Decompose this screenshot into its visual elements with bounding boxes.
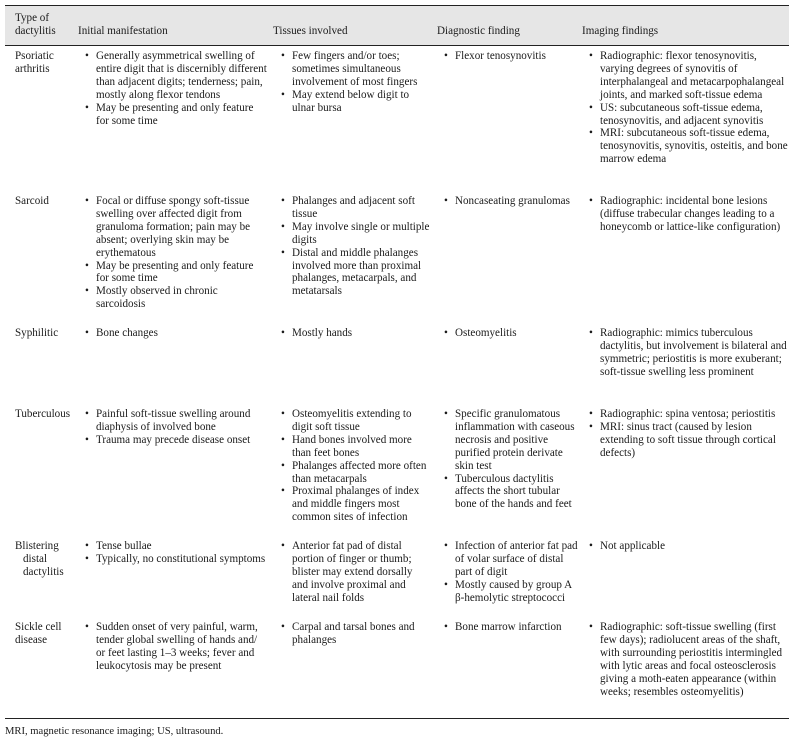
list-item xyxy=(280,408,430,434)
imaging-list xyxy=(588,195,788,234)
tissues-list xyxy=(280,50,430,115)
diagnostic-text: Infection of anterior fat pad of volar surface of distal part of digit xyxy=(455,540,578,578)
list-item xyxy=(84,260,269,286)
bullet-icon: • xyxy=(444,50,448,62)
diagnostic-text: Bone marrow infarction xyxy=(455,621,562,633)
header-type-line2: dactylitis xyxy=(15,25,56,37)
header-diagnostic: Diagnostic finding xyxy=(437,25,520,37)
tissues-text: May extend below digit to ulnar bursa xyxy=(292,88,410,114)
imaging-text: Not applicable xyxy=(600,540,665,552)
manifestation-text: Sudden onset of very painful, warm, tender global swelling of hands and/ or feet lasting 1–3 weeks; fever and leukocytosis may be present xyxy=(96,621,258,672)
manifestation-cell xyxy=(84,621,269,673)
tissues-cell xyxy=(280,195,430,298)
dactylitis-type xyxy=(15,621,62,647)
imaging-text: Radiographic: flexor tenosynovitis, varying degrees of synovitis of interphalangeal and metacarpophalangeal joints, and marked soft-tissue edema xyxy=(600,50,785,101)
diagnostic-text: Specific granulomatous inflammation with caseous necrosis and positive purified protein derivate skin test xyxy=(455,408,575,472)
bullet-icon: • xyxy=(589,420,593,433)
list-item xyxy=(84,553,269,566)
manifestation-list xyxy=(84,195,269,311)
bullet-icon: • xyxy=(444,472,448,485)
bullet-icon: • xyxy=(281,220,285,233)
tissues-text: Carpal and tarsal bones and phalanges xyxy=(292,621,415,646)
manifestation-text: Focal or diffuse spongy soft-tissue swelling over affected digit from granuloma formation; pain may be absent; overlying skin may be erythematous xyxy=(96,195,251,259)
diagnostic-text: Mostly caused by group A β-hemolytic streptococci xyxy=(455,578,572,604)
dactylitis-type-line: Sickle cell xyxy=(15,621,62,633)
bullet-icon: • xyxy=(589,101,593,114)
manifestation-text: Bone changes xyxy=(96,327,158,339)
list-item xyxy=(588,50,788,102)
diagnostic-list xyxy=(443,540,579,605)
tissues-text: Phalanges and adjacent soft tissue xyxy=(292,195,415,220)
imaging-text: Radiographic: spina ventosa; periostitis xyxy=(600,408,776,420)
list-item xyxy=(280,434,430,460)
tissues-list xyxy=(280,408,430,524)
manifestation-text: May be presenting and only feature for some time xyxy=(96,259,254,285)
imaging-text: Radiographic: incidental bone lesions (diffuse trabecular changes leading to a honeycomb or lattice-like configuration) xyxy=(600,195,781,233)
dactylitis-type xyxy=(15,195,49,208)
list-item xyxy=(588,421,788,460)
header-type xyxy=(15,12,56,38)
diagnostic-list xyxy=(443,408,579,511)
bullet-icon: • xyxy=(589,540,593,552)
imaging-list xyxy=(588,408,788,460)
manifestation-list xyxy=(84,408,269,447)
tissues-cell xyxy=(280,327,430,340)
bullet-icon: • xyxy=(281,88,285,101)
dactylitis-type-line: arthritis xyxy=(15,63,50,75)
list-item xyxy=(84,621,269,673)
diagnostic-cell xyxy=(443,408,579,511)
imaging-text: Radiographic: soft-tissue swelling (first few days); radiolucent areas of the shaft, with surrounding periostitis intermingled with lytic areas and focal osteosclerosis giving a moth-eaten appearance (within weeks; resembles osteomyelitis) xyxy=(600,621,783,698)
manifestation-text: Typically, no constitutional symptoms xyxy=(96,552,266,565)
dactylitis-type-line: disease xyxy=(15,634,48,646)
list-item xyxy=(280,247,430,299)
list-item xyxy=(443,195,579,208)
diagnostic-cell xyxy=(443,327,579,340)
imaging-list xyxy=(588,327,788,379)
tissues-cell xyxy=(280,50,430,115)
list-item xyxy=(280,621,430,647)
bullet-icon: • xyxy=(444,327,448,339)
list-item xyxy=(443,579,579,605)
bullet-icon: • xyxy=(281,195,285,207)
dactylitis-type-line: Blistering xyxy=(15,540,59,552)
list-item xyxy=(443,50,579,63)
bullet-icon: • xyxy=(281,459,285,472)
list-item xyxy=(443,408,579,473)
list-item xyxy=(280,460,430,486)
bullet-icon: • xyxy=(589,408,593,420)
diagnostic-text: Noncaseating granulomas xyxy=(455,195,570,207)
dactylitis-type xyxy=(15,408,70,421)
diagnostic-text: Tuberculous dactylitis affects the short tubular bone of the hands and feet xyxy=(455,472,572,511)
table-footnote: MRI, magnetic resonance imaging; US, ultrasound. xyxy=(5,726,224,737)
diagnostic-cell xyxy=(443,540,579,605)
manifestation-list xyxy=(84,621,269,673)
header-manifestation: Initial manifestation xyxy=(78,25,168,37)
list-item xyxy=(84,102,269,128)
diagnostic-cell xyxy=(443,50,579,63)
bullet-icon: • xyxy=(281,485,285,498)
dactylitis-type xyxy=(15,327,58,340)
imaging-cell xyxy=(588,50,788,166)
tissues-cell xyxy=(280,408,430,524)
manifestation-text: Tense bullae xyxy=(96,540,152,552)
bullet-icon: • xyxy=(444,578,448,591)
table-header xyxy=(5,5,789,46)
imaging-cell xyxy=(588,195,788,234)
dactylitis-type-line: Tuberculous xyxy=(15,408,71,420)
tissues-text: Anterior fat pad of distal portion of finger or thumb; blister may extend dorsally and involve proximal and lateral nail folds xyxy=(292,540,413,604)
imaging-text: MRI: sinus tract (caused by lesion extending to soft tissue through cortical defects) xyxy=(600,420,776,459)
dactylitis-type-line: distal xyxy=(23,553,48,565)
manifestation-list xyxy=(84,50,269,127)
list-item xyxy=(588,327,788,379)
list-item xyxy=(280,89,430,115)
tissues-text: Distal and middle phalanges involved more than proximal phalanges, metacarpals, and metatarsals xyxy=(292,246,422,298)
diagnostic-list xyxy=(443,621,579,634)
list-item xyxy=(443,327,579,340)
list-item xyxy=(280,50,430,89)
list-item xyxy=(588,195,788,234)
tissues-text: May involve single or multiple digits xyxy=(292,220,430,246)
tissues-text: Osteomyelitis extending to digit soft tissue xyxy=(292,408,412,433)
bullet-icon: • xyxy=(85,552,89,565)
diagnostic-text: Flexor tenosynovitis xyxy=(455,50,546,62)
diagnostic-list xyxy=(443,50,579,63)
list-item xyxy=(588,540,788,553)
imaging-list xyxy=(588,540,788,553)
header-imaging: Imaging findings xyxy=(582,25,659,37)
diagnostic-text: Osteomyelitis xyxy=(455,327,517,339)
manifestation-list xyxy=(84,540,269,566)
bullet-icon: • xyxy=(85,540,89,552)
imaging-cell xyxy=(588,621,788,698)
imaging-cell xyxy=(588,540,788,553)
list-item xyxy=(280,327,430,340)
tissues-text: Mostly hands xyxy=(292,327,353,339)
list-item xyxy=(443,540,579,579)
bullet-icon: • xyxy=(85,259,89,272)
list-item xyxy=(280,540,430,605)
tissues-text: Proximal phalanges of index and middle fingers most common sites of infection xyxy=(292,485,420,524)
bullet-icon: • xyxy=(589,327,593,339)
manifestation-cell xyxy=(84,195,269,311)
tissues-list xyxy=(280,195,430,298)
bullet-icon: • xyxy=(281,50,285,62)
bullet-icon: • xyxy=(444,540,448,552)
diagnostic-list xyxy=(443,327,579,340)
manifestation-text: Generally asymmetrical swelling of entire digit that is discernibly different than adjacent digits; tenderness; pain, mostly along flexor tendons xyxy=(96,50,267,101)
list-item xyxy=(588,408,788,421)
bullet-icon: • xyxy=(444,621,448,633)
list-item xyxy=(280,485,430,524)
imaging-text: Radiographic: mimics tuberculous dactylitis, but involvement is bilateral and symmetric; periostitis is more exuberant; soft-tissue swelling less prominent xyxy=(600,327,787,378)
bullet-icon: • xyxy=(85,408,89,420)
dactylitis-type-line: Sarcoid xyxy=(15,195,49,207)
diagnostic-list xyxy=(443,195,579,208)
tissues-list xyxy=(280,621,430,647)
tissues-text: Phalanges affected more often than metacarpals xyxy=(292,459,427,485)
manifestation-text: May be presenting and only feature for some time xyxy=(96,101,254,127)
diagnostic-cell xyxy=(443,621,579,634)
bullet-icon: • xyxy=(589,621,593,633)
list-item xyxy=(588,127,788,166)
bullet-icon: • xyxy=(85,327,89,339)
list-item xyxy=(588,621,788,698)
bullet-icon: • xyxy=(444,408,448,420)
bullet-icon: • xyxy=(85,621,89,633)
tissues-cell xyxy=(280,621,430,647)
manifestation-cell xyxy=(84,50,269,127)
list-item xyxy=(84,540,269,553)
bullet-icon: • xyxy=(589,195,593,207)
bullet-icon: • xyxy=(85,433,89,446)
imaging-text: MRI: subcutaneous soft-tissue edema, tenosynovitis, synovitis, osteitis, and bone marrow edema xyxy=(600,127,788,166)
list-item xyxy=(443,473,579,512)
manifestation-cell xyxy=(84,327,269,340)
manifestation-text: Mostly observed in chronic sarcoidosis xyxy=(96,285,218,311)
table-bottom-rule xyxy=(5,718,789,719)
dactylitis-type-line: Syphilitic xyxy=(15,327,59,339)
tissues-text: Few fingers and/or toes; sometimes simultaneous involvement of most fingers xyxy=(292,50,418,88)
bullet-icon: • xyxy=(281,246,285,259)
list-item xyxy=(84,285,269,311)
list-item xyxy=(443,621,579,634)
bullet-icon: • xyxy=(281,433,285,446)
bullet-icon: • xyxy=(281,408,285,420)
dactylitis-type xyxy=(15,540,64,579)
manifestation-cell xyxy=(84,408,269,447)
list-item xyxy=(280,195,430,221)
bullet-icon: • xyxy=(589,127,593,140)
imaging-list xyxy=(588,50,788,166)
dactylitis-table xyxy=(5,5,789,698)
list-item xyxy=(84,434,269,447)
manifestation-text: Trauma may precede disease onset xyxy=(96,433,251,446)
dactylitis-type-line: Psoriatic xyxy=(15,50,54,62)
bullet-icon: • xyxy=(85,285,89,298)
bullet-icon: • xyxy=(589,50,593,62)
list-item xyxy=(588,102,788,128)
imaging-cell xyxy=(588,327,788,379)
imaging-list xyxy=(588,621,788,698)
bullet-icon: • xyxy=(444,195,448,207)
imaging-cell xyxy=(588,408,788,460)
diagnostic-cell xyxy=(443,195,579,208)
list-item xyxy=(84,327,269,340)
list-item xyxy=(84,50,269,102)
bullet-icon: • xyxy=(85,50,89,62)
bullet-icon: • xyxy=(281,540,285,552)
manifestation-cell xyxy=(84,540,269,566)
imaging-text: US: subcutaneous soft-tissue edema, tenosynovitis, and adjacent synovitis xyxy=(600,101,764,127)
tissues-cell xyxy=(280,540,430,605)
bullet-icon: • xyxy=(281,327,285,339)
list-item xyxy=(84,408,269,434)
dactylitis-type xyxy=(15,50,54,76)
bullet-icon: • xyxy=(85,195,89,207)
header-type-line1: Type of xyxy=(15,12,50,24)
list-item xyxy=(280,221,430,247)
manifestation-text: Painful soft-tissue swelling around diaphysis of involved bone xyxy=(96,408,251,433)
dactylitis-type-line: dactylitis xyxy=(23,566,64,578)
tissues-list xyxy=(280,327,430,340)
bullet-icon: • xyxy=(85,101,89,114)
bullet-icon: • xyxy=(281,621,285,633)
manifestation-list xyxy=(84,327,269,340)
header-tissues: Tissues involved xyxy=(273,25,348,37)
tissues-list xyxy=(280,540,430,605)
list-item xyxy=(84,195,269,260)
tissues-text: Hand bones involved more than feet bones xyxy=(292,433,412,459)
